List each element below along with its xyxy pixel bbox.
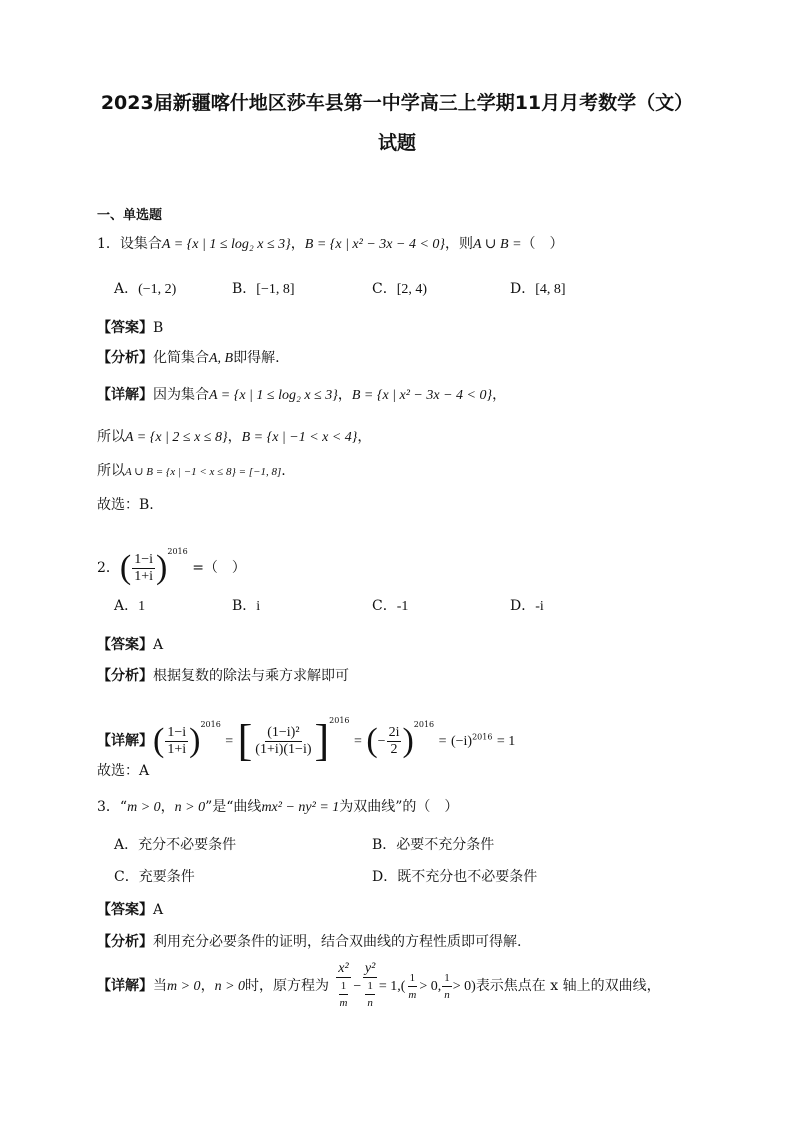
q1-choose: 故选：B. <box>97 497 154 513</box>
q2-option-d[interactable]: D．-i <box>510 598 544 614</box>
q2-option-c[interactable]: C．-1 <box>372 598 409 614</box>
q2-detail: 【详解】( $\frac{1-i}{1+i}$ )$^{2016}$ = [ $\frac{\text{(1−i)²}}{(1+i)(1-i)}$ ]$^{2016}$ = (− $\frac{2i}{2}$ )$^{2016} = (-i)^{2016} = 1$ <box>97 716 516 765</box>
q2-stem: 2．( $\frac{1-i}{1+i}$ )$^{2016}$ =（ ） <box>97 547 246 586</box>
q3-option-b[interactable]: B．必要不充分条件 <box>372 837 495 853</box>
page-title-line1: 2023届新疆喀什地区莎车县第一中学高三上学期11月月考数学（文） <box>100 92 694 114</box>
q1-option-d[interactable]: D．[4, 8] <box>510 281 566 297</box>
q1-answer: 【答案】B <box>97 320 164 336</box>
q3-option-a[interactable]: A．充分不必要条件 <box>114 837 237 853</box>
q1-option-b[interactable]: B．[−1, 8] <box>232 281 295 297</box>
q1-so1: 所以A = {x | 2 ≤ x ≤ 8}，B = {x | −1 < x < 4}， <box>97 429 372 445</box>
q1-detail: 【详解】因为集合A = {x | 1 ≤ log₂ x ≤ 3}，B = {x | x² − 3x − 4 < 0}， <box>97 387 507 403</box>
q2-option-b[interactable]: B．i <box>232 598 261 614</box>
q3-detail: 【详解】当m > 0，n > 0时，原方程为 $\frac{\text{x²}}{\frac{1}{m}}$ − $\frac{\text{y²}}{\frac{1}{n}}$ = 1,( $\frac{1}{m}$ > 0, $\frac{1}{n}$ > 0)表示焦点在 x 轴上的双曲线， <box>97 961 661 1009</box>
section-heading: 一、单选题 <box>97 208 163 223</box>
q2-option-a[interactable]: A．1 <box>114 598 146 614</box>
q1-option-c[interactable]: C．[2, 4) <box>372 281 428 297</box>
q1-stem: 1．设集合A = {x | 1 ≤ log₂ x ≤ 3}，B = {x | x² − 3x − 4 < 0}，则A ∪ B =（ ） <box>97 236 564 252</box>
q3-stem: 3．“m > 0，n > 0”是“曲线mx² − ny² = 1为双曲线”的（ ） <box>97 799 459 815</box>
q2-choose: 故选：A <box>97 763 150 779</box>
q1-so2: 所以A ∪ B = {x | −1 < x ≤ 8} = [−1, 8]. <box>97 463 286 479</box>
q1-option-a[interactable]: A．(−1, 2) <box>114 281 177 297</box>
q3-option-d[interactable]: D．既不充分也不必要条件 <box>372 869 538 885</box>
q3-option-c[interactable]: C．充要条件 <box>114 869 195 885</box>
q2-answer: 【答案】A <box>97 637 164 653</box>
q2-analysis: 【分析】根据复数的除法与乘方求解即可 <box>97 668 349 684</box>
q3-answer: 【答案】A <box>97 902 164 918</box>
page-title-line2: 试题 <box>377 132 416 154</box>
q2-fraction: $\frac{1-i}{1+i}$ <box>134 551 154 584</box>
q1-analysis: 【分析】化简集合A, B即得解. <box>97 350 280 366</box>
q3-analysis: 【分析】利用充分必要条件的证明，结合双曲线的方程性质即可得解. <box>97 934 522 950</box>
